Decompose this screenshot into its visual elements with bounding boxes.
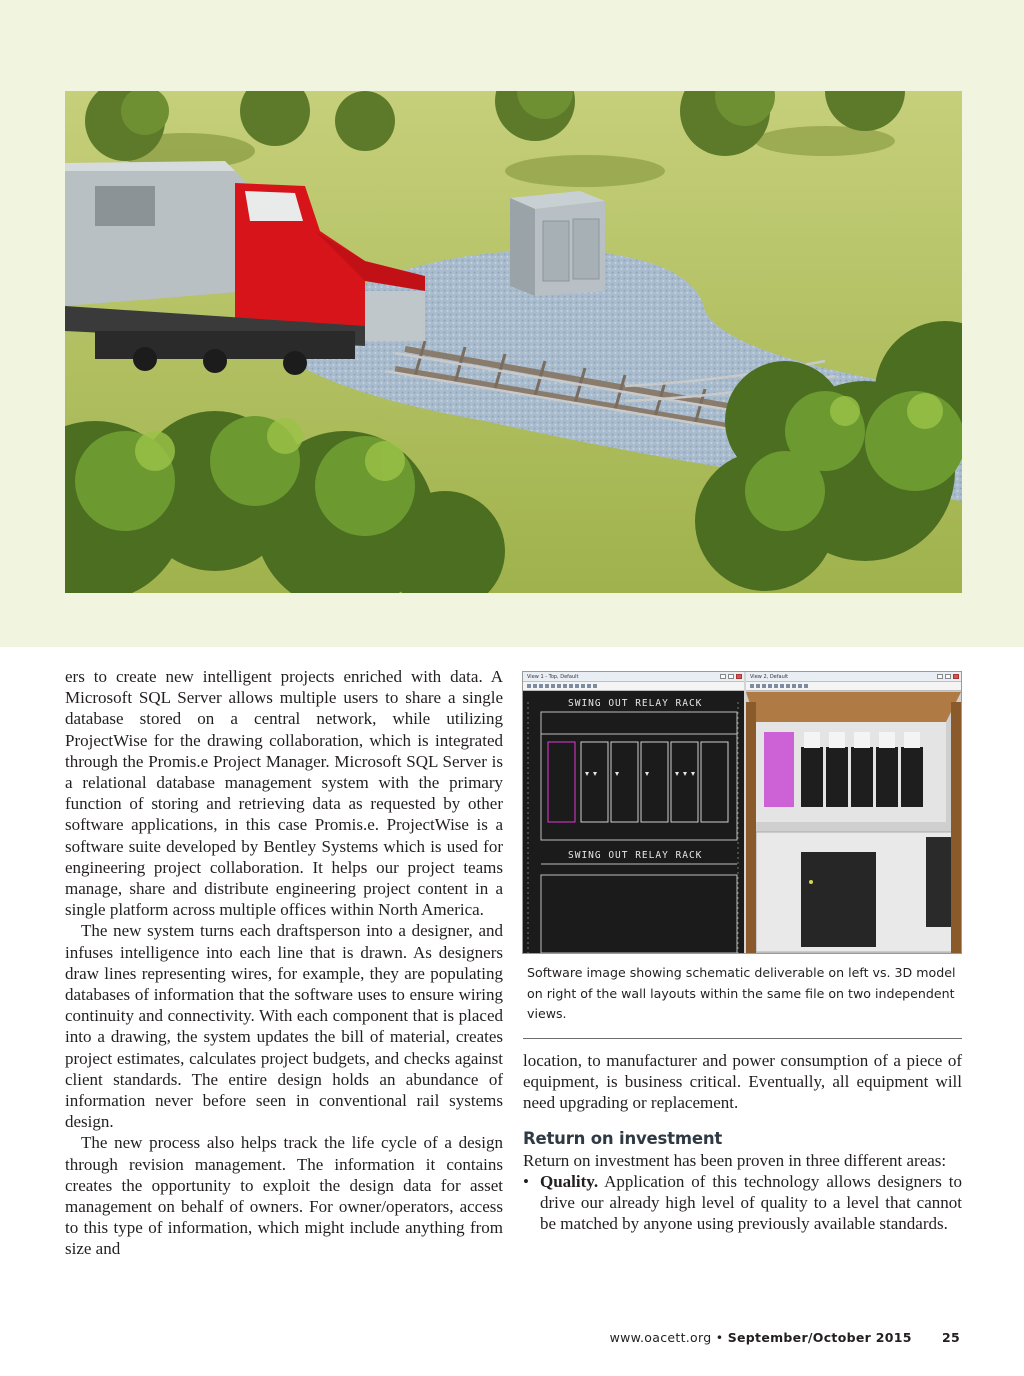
bullet-icon: • xyxy=(523,1171,529,1191)
right-window-titlebar: View 2, Default xyxy=(746,672,961,682)
schematic-title-top: SWING OUT RELAY RACK xyxy=(568,698,703,709)
bullet-item-quality xyxy=(523,1171,962,1235)
figure-caption: Software image showing schematic deliverable on left vs. 3D model on right of the wall layouts within the same file on two independent views. xyxy=(527,965,956,1021)
3d-model-view-pane xyxy=(746,672,961,953)
paragraph-2: The new system turns each draftsperson into a designer, and infuses intelligence into each line that is drawn. As designers draw lines representing wires, for example, they are populating databases of information that the software uses to ensure wiring continuity and connectivity. With each component that is placed into a drawing, the system updates the bill of material, creates project estimates, calculates project budgets, and checks against client standards. The entire design holds an abundance of information never before seen in conventional rail systems design. xyxy=(65,921,503,1132)
right-toolbar xyxy=(746,682,961,691)
section-heading: Return on investment xyxy=(523,1128,723,1148)
relay-rack-schematic xyxy=(523,692,744,953)
section-intro: Return on investment has been proven in three different areas: xyxy=(523,1150,947,1170)
3d-wall-layout-model xyxy=(746,692,961,953)
maximize-icon xyxy=(728,674,734,679)
right-text-column xyxy=(523,1050,962,1234)
maximize-icon xyxy=(945,674,951,679)
left-window-titlebar: View 1 - Top, Default xyxy=(523,672,744,682)
close-icon xyxy=(736,674,742,679)
hero-rail-render-image xyxy=(65,91,962,593)
minimize-icon xyxy=(937,674,943,679)
page-footer xyxy=(610,1330,960,1345)
footer-separator: • xyxy=(715,1330,724,1345)
left-toolbar xyxy=(523,682,744,691)
paragraph-1: ers to create new intelligent projects enriched with data. A Microsoft SQL Server allows multiple users to share a single database stored on a central network, while utilizing ProjectWise for the drawing collaboration, which is integrated through the Promis.e Project Manager. Microsoft SQL Server is a relational database management system with the primary function of storing and retrieving data as requested by other software applications, in this case Promis.e. ProjectWise is a software suite developed by Bentley Systems which is used for engineering project collaboration. It helps our project teams manage, share and distribute engineering project content in a single platform across multiple offices within North America. xyxy=(65,667,503,920)
software-screenshot-figure xyxy=(522,671,962,954)
footer-url: www.oacett.org xyxy=(609,1330,712,1345)
left-text-column xyxy=(65,666,503,1260)
footer-issue: September/October 2015 xyxy=(727,1330,912,1345)
bullet-term: Quality. xyxy=(540,1171,599,1191)
minimize-icon xyxy=(720,674,726,679)
paragraph-3: The new process also helps track the life cycle of a design through revision management. The information it contains creates the opportunity to exploit the design data for asset management on behalf of owners. For owner/operators, access to this type of information, which might include anything from size and xyxy=(65,1133,503,1259)
schematic-title-bottom: SWING OUT RELAY RACK xyxy=(568,850,703,861)
caption-divider xyxy=(523,1038,962,1039)
close-icon xyxy=(953,674,959,679)
schematic-view-pane xyxy=(523,672,744,953)
bullet-text: Application of this technology allows designers to drive our already high level of quality to a level that cannot be matched by anyone using previously available standards. xyxy=(540,1171,962,1234)
continuation-paragraph: location, to manufacturer and power consumption of a piece of equipment, is business critical. Eventually, all equipment will need upgrading or replacement. xyxy=(523,1051,962,1113)
page-number: 25 xyxy=(942,1330,960,1345)
